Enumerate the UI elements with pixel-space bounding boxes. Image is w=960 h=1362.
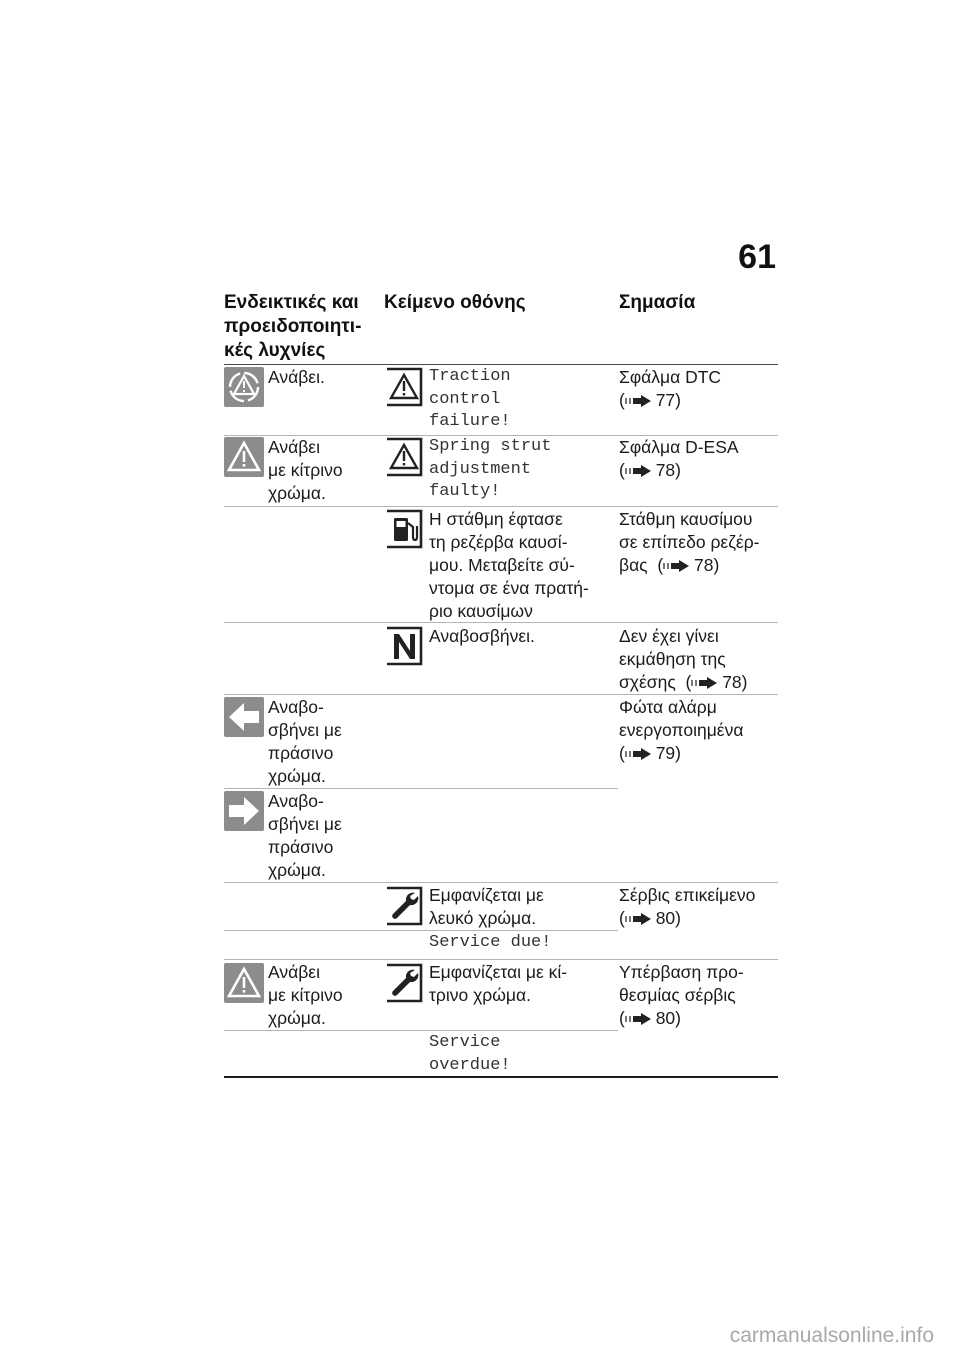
- header-rule: [224, 364, 778, 365]
- row3-meaning: Στάθμη καυσίμου σε επίπεδο ρεζέρ- βας ( 78): [619, 509, 760, 575]
- fuel-pump-icon: [384, 509, 424, 549]
- wrench-icon: [384, 886, 424, 926]
- row7-meaning: Σέρβις επικείμενο ( 80): [619, 885, 756, 928]
- header-meaning: Σημασία: [619, 292, 696, 313]
- row-divider: [224, 882, 778, 883]
- row5-lamp-text: Αναβο- σβήνει με πράσινο χρώμα.: [268, 697, 342, 786]
- warning-triangle-icon: [384, 367, 424, 407]
- row4-meaning: Δεν έχει γίνει εκμάθηση της σχέσης ( 78): [619, 626, 748, 692]
- row6-lamp-text: Αναβο- σβήνει με πράσινο χρώμα.: [268, 791, 342, 880]
- row1-display-text: Traction control failure!: [429, 367, 511, 431]
- watermark: carmanualsonline.info: [729, 1324, 934, 1347]
- table-bottom-rule: [224, 1076, 778, 1078]
- row7-display-mono: Service due!: [429, 933, 552, 952]
- row4-display-text: Αναβοσβήνει.: [429, 626, 535, 646]
- page-reference-link[interactable]: ( 77): [619, 390, 681, 410]
- page-reference-link[interactable]: ( 78): [619, 460, 681, 480]
- row-divider: [224, 788, 618, 789]
- page-reference-link[interactable]: βας ( 78): [619, 555, 720, 575]
- traction-control-warning-icon: [224, 367, 264, 407]
- row-divider: [224, 930, 618, 931]
- row8-meaning: Υπέρβαση προ- θεσμίας σέρβις ( 80): [619, 962, 744, 1028]
- row7-display-text: Εμφανίζεται με λευκό χρώμα.: [429, 885, 544, 928]
- row-divider: [224, 622, 778, 623]
- page-reference-arrow-icon: [691, 677, 717, 689]
- page-reference-arrow-icon: [625, 465, 651, 477]
- header-display-text: Κείμενο οθόνης: [384, 292, 526, 313]
- row2-meaning: Σφάλμα D-ESA ( 78): [619, 437, 739, 480]
- page-reference-arrow-icon: [625, 395, 651, 407]
- row8-display-text: Εμφανίζεται με κί- τρινο χρώμα.: [429, 962, 568, 1005]
- row8-display-mono: Service overdue!: [429, 1033, 511, 1075]
- row1-meaning: Σφάλμα DTC ( 77): [619, 367, 722, 410]
- page-reference-arrow-icon: [625, 748, 651, 760]
- neutral-n-icon: [384, 626, 424, 666]
- general-warning-triangle-icon: [224, 963, 264, 1003]
- row2-display-text: Spring strut adjustment faulty!: [429, 437, 552, 501]
- page-reference-link[interactable]: ( 80): [619, 908, 681, 928]
- page-reference-link[interactable]: σχέσης ( 78): [619, 672, 748, 692]
- warning-triangle-icon: [384, 437, 424, 477]
- row-divider: [224, 506, 778, 507]
- row3-display-text: Η στάθμη έφτασε τη ρεζέρβα καυσί- μου. Μεταβείτε σύ- ντομα σε ένα πρατή- ριο καυσίμων: [429, 509, 589, 621]
- turn-signal-left-icon: [224, 697, 264, 737]
- row5-meaning: Φώτα αλάρμ ενεργοποιημένα ( 79): [619, 697, 744, 763]
- page-reference-link[interactable]: ( 79): [619, 743, 681, 763]
- row-divider: [224, 1030, 618, 1031]
- page-reference-link[interactable]: ( 80): [619, 1008, 681, 1028]
- page-reference-arrow-icon: [663, 560, 689, 572]
- row-divider: [224, 959, 778, 960]
- page-number: 61: [738, 238, 776, 276]
- page-reference-arrow-icon: [625, 1013, 651, 1025]
- turn-signal-right-icon: [224, 791, 264, 831]
- row8-lamp-text: Ανάβει με κίτρινο χρώμα.: [268, 962, 343, 1028]
- general-warning-triangle-icon: [224, 437, 264, 477]
- row1-lamp-text: Ανάβει.: [268, 367, 325, 387]
- wrench-icon: [384, 963, 424, 1003]
- row2-lamp-text: Ανάβει με κίτρινο χρώμα.: [268, 437, 343, 503]
- header-indicator-lamps: Ενδεικτικές και προειδοποιητι- κές λυχνίες: [224, 292, 362, 361]
- page-reference-arrow-icon: [625, 913, 651, 925]
- row-divider: [224, 694, 778, 695]
